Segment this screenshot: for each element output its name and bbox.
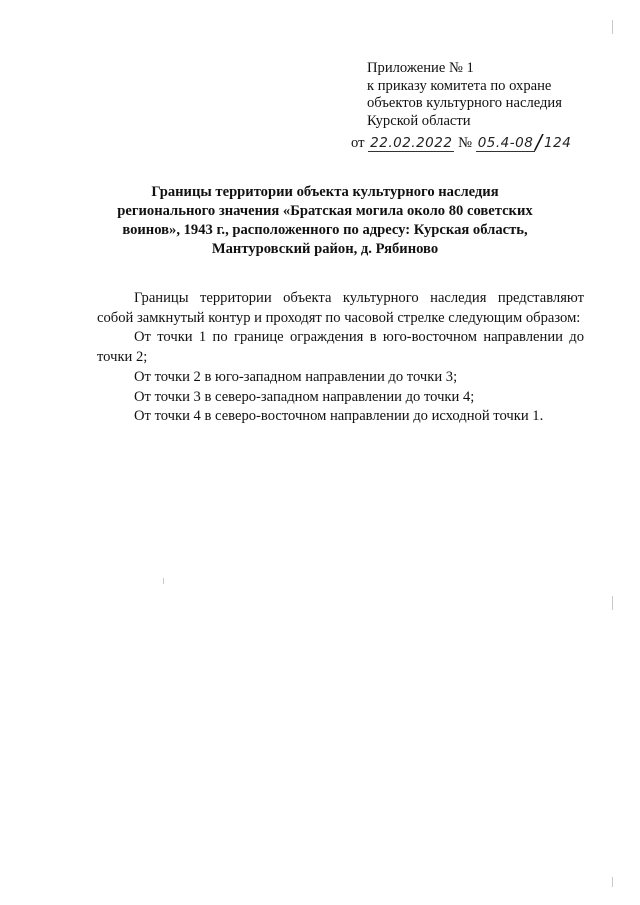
order-number-label: № [458,135,473,151]
appendix-line-4: Курской области [367,112,471,129]
slash-mark: / [535,130,543,154]
appendix-header [367,60,562,130]
appendix-line-1: Приложение № 1 [367,60,474,76]
title-line-2: регионального значения «Братская могила около 80 советских [117,203,533,219]
title-line-4: Мантуровский район, д. Рябиново [211,241,439,257]
order-prefix: от [351,135,365,151]
document-title [95,183,555,259]
appendix-line-2: к приказу комитета по охране [367,77,552,94]
body-paragraph-point-1: От точки 1 по границе ограждения в юго-восточном направлении до точки 2; [97,329,584,366]
order-number-suffix: 124 [544,135,572,151]
scan-artifact-mark [163,578,164,584]
scan-artifact-mark [612,877,613,887]
body-paragraph-intro: Границы территории объекта культурного наследия представляют собой замкнутый контур и проходят по часовой стрелке следующим образом: [97,290,584,326]
appendix-line-3: объектов культурного наследия [367,95,562,111]
body-paragraph-point-3: От точки 3 в северо-западном направлении до точки 4; [134,388,475,405]
scan-artifact-mark [612,20,613,34]
scan-artifact-mark [612,596,613,610]
document-body [97,289,584,427]
body-paragraph-point-2: От точки 2 в юго-западном направлении до точки 3; [134,368,458,385]
order-date-handwritten: 22.02.2022 [370,135,453,151]
body-paragraph-point-4: От точки 4 в северо-восточном направлении до исходной точки 1. [134,408,544,425]
order-date-number-line [351,130,573,154]
title-line-3: воинов», 1943 г., расположенного по адресу: Курская область, [122,222,528,238]
title-line-1: Границы территории объекта культурного наследия [151,184,499,200]
order-number-handwritten: 05.4-08 [477,135,534,151]
